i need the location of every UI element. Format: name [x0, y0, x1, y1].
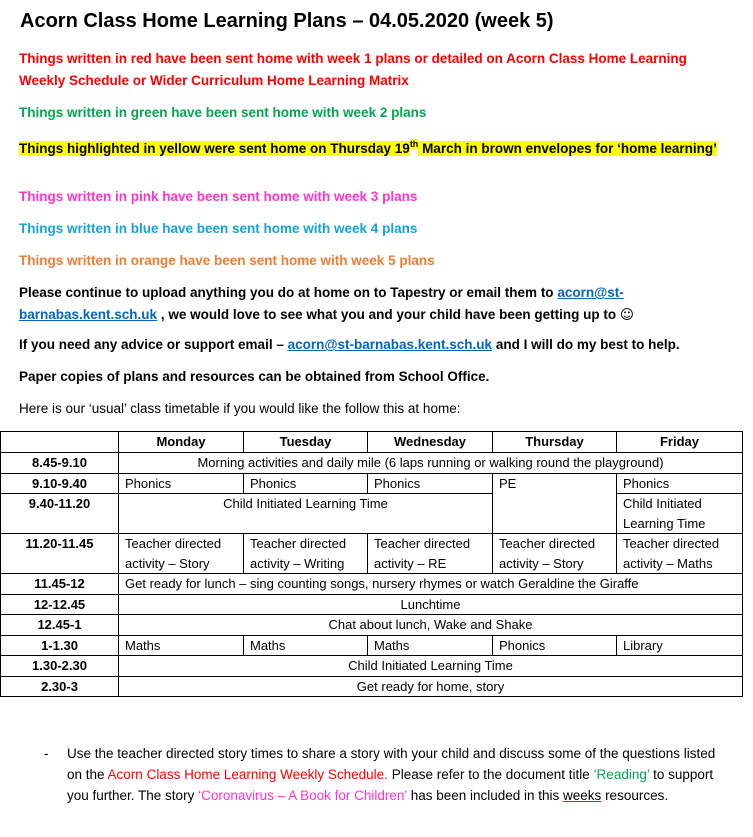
table-row	[1, 594, 743, 615]
activity-cell: Maths	[119, 635, 244, 656]
table-row	[1, 676, 743, 697]
activity-cell: Teacher directed activity – Writing	[244, 534, 368, 574]
activity-cell: Child Initiated Learning Time	[119, 656, 743, 677]
table-row	[1, 615, 743, 636]
time-cell: 1-1.30	[1, 635, 119, 656]
advice-text-a: If you need any advice or support email –	[19, 337, 288, 352]
advice-paragraph	[19, 334, 734, 356]
activity-cell: Phonics	[244, 473, 368, 494]
schedule-reference: Acorn Class Home Learning Weekly Schedule.	[107, 767, 388, 782]
header-wednesday: Wednesday	[368, 432, 493, 453]
smiley-icon: ☺	[619, 307, 634, 323]
activity-cell: Teacher directed activity – RE	[368, 534, 493, 574]
time-cell: 9.40-11.20	[1, 494, 119, 534]
header-monday: Monday	[119, 432, 244, 453]
bullet-text-e: resources.	[601, 788, 669, 803]
note-yellow-superscript: th	[409, 139, 419, 149]
note-blue: Things written in blue have been sent home with week 4 plans	[19, 221, 418, 236]
time-cell: 11.45-12	[1, 574, 119, 595]
table-row	[1, 656, 743, 677]
upload-paragraph	[19, 282, 734, 326]
table-row	[1, 494, 743, 534]
table-row	[1, 473, 743, 494]
bullet-text-c: to support you further. The story	[67, 767, 714, 803]
header-tuesday: Tuesday	[244, 432, 368, 453]
time-cell: 9.10-9.40	[1, 473, 119, 494]
bullet-marker: -	[44, 746, 49, 761]
activity-cell: PE	[493, 473, 617, 534]
activity-cell: Morning activities and daily mile (6 laps running or walking round the playground)	[119, 453, 743, 474]
activity-cell: Maths	[244, 635, 368, 656]
table-row	[1, 453, 743, 474]
note-green: Things written in green have been sent home with week 2 plans	[19, 105, 427, 120]
table-row	[1, 635, 743, 656]
header-friday: Friday	[617, 432, 743, 453]
header-time-cell	[1, 432, 119, 453]
header-thursday: Thursday	[493, 432, 617, 453]
timetable-header-row	[1, 432, 743, 453]
activity-cell: Phonics	[493, 635, 617, 656]
activity-cell: Teacher directed activity – Maths	[617, 534, 743, 574]
upload-email-link[interactable]: acorn@st-barnabas.kent.sch.uk	[19, 285, 624, 322]
timetable	[0, 431, 743, 697]
activity-cell: Library	[617, 635, 743, 656]
upload-text-b: , we would love to see what you and your child have been getting up to	[157, 307, 620, 322]
table-row	[1, 574, 743, 595]
activity-cell: Get ready for home, story	[119, 676, 743, 697]
time-cell: 2.30-3	[1, 676, 119, 697]
activity-cell: Child Initiated Learning Time	[119, 494, 493, 534]
activity-cell: Teacher directed activity – Story	[119, 534, 244, 574]
bullet-text-d: has been included in this	[406, 788, 564, 803]
activity-cell: Get ready for lunch – sing counting songs, nursery rhymes or watch Geraldine the Giraffe	[119, 574, 743, 595]
time-cell: 12-12.45	[1, 594, 119, 615]
activity-cell: Maths	[368, 635, 493, 656]
note-yellow	[19, 133, 734, 160]
reading-reference: ‘Reading’	[593, 767, 650, 782]
table-row	[1, 534, 743, 574]
upload-text-a: Please continue to upload anything you do at home on to Tapestry or email them to	[19, 285, 558, 300]
weeks-word: weeks	[563, 788, 602, 803]
bullet-item	[67, 743, 727, 806]
note-pink: Things written in pink have been sent home with week 3 plans	[19, 189, 418, 204]
time-cell: 11.20-11.45	[1, 534, 119, 574]
activity-cell: Phonics	[368, 473, 493, 494]
paper-copies-note: Paper copies of plans and resources can be obtained from School Office.	[19, 369, 490, 384]
activity-cell: Child Initiated Learning Time	[617, 494, 743, 534]
activity-cell: Phonics	[119, 473, 244, 494]
activity-cell: Chat about lunch, Wake and Shake	[119, 615, 743, 636]
note-yellow-text-a: Things highlighted in yellow were sent home on Thursday 19	[19, 140, 410, 156]
note-yellow-text-b: March in brown envelopes for ‘home learning’	[418, 140, 717, 156]
page-title: Acorn Class Home Learning Plans – 04.05.2020 (week 5)	[20, 10, 554, 32]
activity-cell: Lunchtime	[119, 594, 743, 615]
advice-email-link[interactable]: acorn@st-barnabas.kent.sch.uk	[287, 337, 493, 352]
advice-text-b: and I will do my best to help.	[492, 337, 680, 352]
bullet-text-b: Please refer to the document title	[387, 767, 594, 782]
activity-cell: Phonics	[617, 473, 743, 494]
coronavirus-book-reference: ‘Coronavirus – A Book for Children’	[198, 788, 407, 803]
note-orange: Things written in orange have been sent home with week 5 plans	[19, 253, 435, 268]
time-cell: 8.45-9.10	[1, 453, 119, 474]
bullet-text-a: Use the teacher directed story times to share a story with your child and discuss some of the questions listed on the	[67, 746, 716, 782]
time-cell: 1.30-2.30	[1, 656, 119, 677]
activity-cell: Teacher directed activity – Story	[493, 534, 617, 574]
timetable-intro: Here is our ‘usual’ class timetable if you would like the follow this at home:	[19, 401, 461, 416]
note-red: Things written in red have been sent home with week 1 plans or detailed on Acorn Class Home Learning Weekly Schedule or Wider Curriculum Home Learning Matrix	[19, 51, 687, 88]
time-cell: 12.45-1	[1, 615, 119, 636]
